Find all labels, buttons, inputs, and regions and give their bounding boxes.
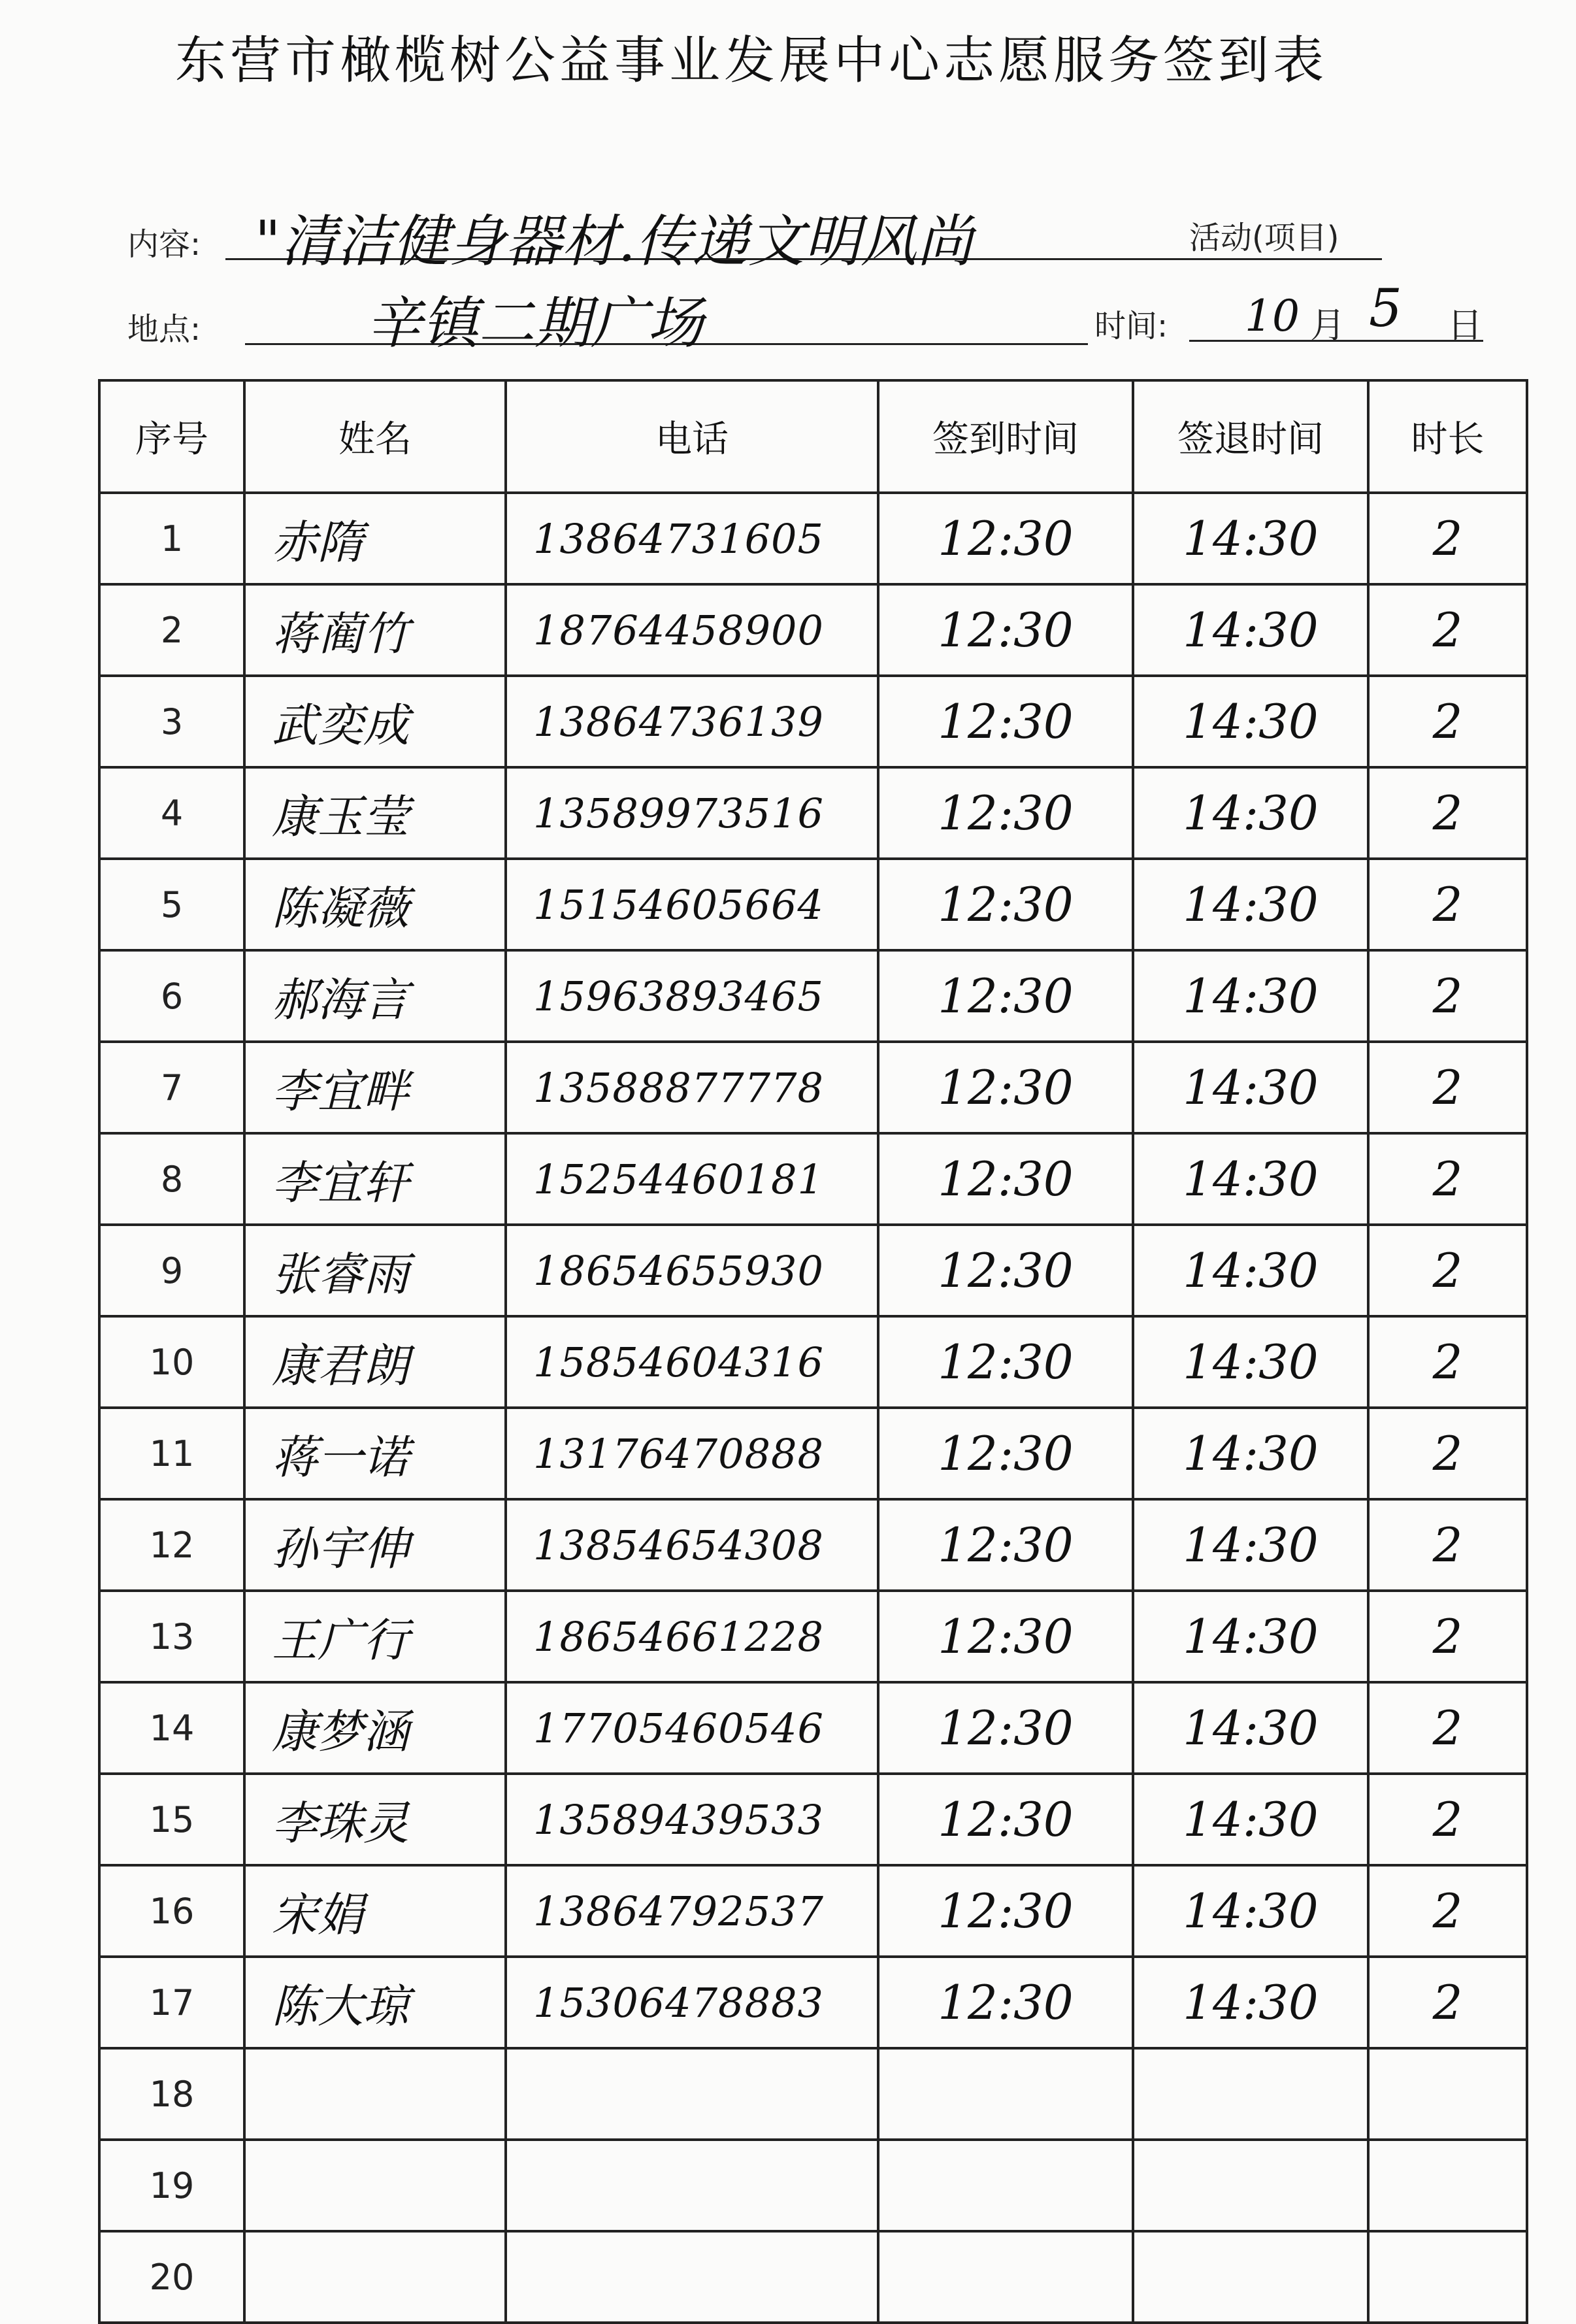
cell-signin-time: 12:30 — [878, 767, 1133, 859]
cell-signout-time: 14:30 — [1133, 1957, 1368, 2048]
cell-signin-time: 12:30 — [878, 1591, 1133, 1682]
cell-signin-time: 12:30 — [878, 676, 1133, 767]
cell-duration: 2 — [1368, 1499, 1527, 1591]
cell-phone — [506, 2048, 878, 2140]
time-day-unit: 日 — [1447, 305, 1483, 346]
cell-signin-time: 12:30 — [878, 1499, 1133, 1591]
cell-name: 蒋一诺 — [244, 1408, 506, 1499]
cell-phone: 15854604316 — [506, 1316, 878, 1408]
cell-name: 郝海言 — [244, 950, 506, 1042]
cell-signout-time: 14:30 — [1133, 859, 1368, 950]
cell-phone — [506, 2140, 878, 2231]
time-label: 时间: — [1094, 308, 1168, 344]
cell-no: 20 — [99, 2231, 244, 2323]
cell-name: 张睿雨 — [244, 1225, 506, 1316]
header-signin-time: 签到时间 — [878, 380, 1133, 493]
content-value: "清洁健身器材.传递文明风尚 — [255, 209, 973, 274]
cell-name — [244, 2140, 506, 2231]
cell-signout-time: 14:30 — [1133, 1774, 1368, 1865]
cell-no: 2 — [99, 584, 244, 676]
cell-signin-time: 12:30 — [878, 1774, 1133, 1865]
cell-name: 康梦涵 — [244, 1682, 506, 1774]
cell-duration: 2 — [1368, 1774, 1527, 1865]
table-row — [99, 1408, 1527, 1499]
table-row — [99, 1865, 1527, 1957]
cell-name: 宋娟 — [244, 1865, 506, 1957]
cell-signin-time: 12:30 — [878, 493, 1133, 584]
cell-duration: 2 — [1368, 1042, 1527, 1133]
cell-signout-time — [1133, 2231, 1368, 2323]
cell-phone: 13589973516 — [506, 767, 878, 859]
cell-phone: 13854654308 — [506, 1499, 878, 1591]
cell-phone: 13864736139 — [506, 676, 878, 767]
table-row — [99, 493, 1527, 584]
cell-duration: 2 — [1368, 1225, 1527, 1316]
cell-signout-time: 14:30 — [1133, 1316, 1368, 1408]
cell-signout-time: 14:30 — [1133, 1133, 1368, 1225]
table-row — [99, 1042, 1527, 1133]
cell-signout-time: 14:30 — [1133, 1225, 1368, 1316]
cell-signout-time: 14:30 — [1133, 584, 1368, 676]
cell-phone: 15254460181 — [506, 1133, 878, 1225]
cell-duration: 2 — [1368, 859, 1527, 950]
cell-signout-time: 14:30 — [1133, 767, 1368, 859]
cell-no: 8 — [99, 1133, 244, 1225]
cell-signout-time — [1133, 2140, 1368, 2231]
cell-duration: 2 — [1368, 1865, 1527, 1957]
cell-no: 6 — [99, 950, 244, 1042]
table-row — [99, 950, 1527, 1042]
cell-no: 9 — [99, 1225, 244, 1316]
table-header-row — [99, 380, 1527, 493]
cell-duration: 2 — [1368, 1408, 1527, 1499]
location-label: 地点: — [127, 311, 201, 348]
cell-phone: 18654661228 — [506, 1591, 878, 1682]
table-row — [99, 676, 1527, 767]
cell-phone: 18654655930 — [506, 1225, 878, 1316]
location-value: 辛镇二期广场 — [366, 291, 703, 356]
cell-signin-time — [878, 2231, 1133, 2323]
time-month-unit: 月 — [1310, 305, 1345, 346]
cell-duration — [1368, 2048, 1527, 2140]
table-row — [99, 1957, 1527, 2048]
cell-duration: 2 — [1368, 767, 1527, 859]
table-row — [99, 1225, 1527, 1316]
cell-signin-time: 12:30 — [878, 1957, 1133, 2048]
cell-signout-time: 14:30 — [1133, 676, 1368, 767]
cell-signout-time: 14:30 — [1133, 1865, 1368, 1957]
header-phone: 电话 — [506, 380, 878, 493]
cell-signin-time: 12:30 — [878, 950, 1133, 1042]
cell-no: 19 — [99, 2140, 244, 2231]
cell-name: 蒋蔺竹 — [244, 584, 506, 676]
table-row — [99, 2140, 1527, 2231]
cell-no: 5 — [99, 859, 244, 950]
cell-phone: 13589439533 — [506, 1774, 878, 1865]
table-row — [99, 1499, 1527, 1591]
cell-phone: 18764458900 — [506, 584, 878, 676]
cell-name: 康君朗 — [244, 1316, 506, 1408]
cell-signin-time: 12:30 — [878, 859, 1133, 950]
header-name: 姓名 — [244, 380, 506, 493]
cell-no: 15 — [99, 1774, 244, 1865]
cell-signout-time: 14:30 — [1133, 1591, 1368, 1682]
cell-signin-time — [878, 2140, 1133, 2231]
cell-no: 10 — [99, 1316, 244, 1408]
cell-no: 7 — [99, 1042, 244, 1133]
cell-name — [244, 2231, 506, 2323]
cell-signout-time: 14:30 — [1133, 1499, 1368, 1591]
cell-no: 16 — [99, 1865, 244, 1957]
cell-phone: 13864792537 — [506, 1865, 878, 1957]
cell-name: 赤隋 — [244, 493, 506, 584]
cell-no: 18 — [99, 2048, 244, 2140]
cell-no: 13 — [99, 1591, 244, 1682]
cell-signin-time: 12:30 — [878, 1865, 1133, 1957]
content-suffix: 活动(项目) — [1189, 220, 1339, 256]
cell-signout-time: 14:30 — [1133, 1408, 1368, 1499]
table-row — [99, 1316, 1527, 1408]
cell-signout-time: 14:30 — [1133, 1042, 1368, 1133]
form-title: 东营市橄榄树公益事业发展中心志愿服务签到表 — [174, 31, 1328, 90]
cell-duration: 2 — [1368, 1316, 1527, 1408]
cell-signin-time: 12:30 — [878, 1682, 1133, 1774]
cell-name: 李宜畔 — [244, 1042, 506, 1133]
cell-duration — [1368, 2231, 1527, 2323]
cell-duration: 2 — [1368, 1133, 1527, 1225]
content-label: 内容: — [127, 226, 201, 263]
signin-table-wrap — [98, 379, 1526, 2298]
cell-phone — [506, 2231, 878, 2323]
cell-signout-time: 14:30 — [1133, 1682, 1368, 1774]
table-row — [99, 1682, 1527, 1774]
table-row — [99, 1133, 1527, 1225]
cell-phone: 15963893465 — [506, 950, 878, 1042]
cell-duration — [1368, 2140, 1527, 2231]
cell-no: 12 — [99, 1499, 244, 1591]
table-row — [99, 1774, 1527, 1865]
cell-no: 4 — [99, 767, 244, 859]
cell-signout-time: 14:30 — [1133, 950, 1368, 1042]
cell-signin-time: 12:30 — [878, 1133, 1133, 1225]
table-row — [99, 2048, 1527, 2140]
cell-duration: 2 — [1368, 493, 1527, 584]
cell-signin-time: 12:30 — [878, 1225, 1133, 1316]
cell-signin-time: 12:30 — [878, 584, 1133, 676]
table-row — [99, 2231, 1527, 2323]
cell-phone: 17705460546 — [506, 1682, 878, 1774]
header-duration: 时长 — [1368, 380, 1527, 493]
cell-name: 李珠灵 — [244, 1774, 506, 1865]
cell-phone: 13176470888 — [506, 1408, 878, 1499]
cell-name: 李宜轩 — [244, 1133, 506, 1225]
header-signout-time: 签退时间 — [1133, 380, 1368, 493]
time-day-value: 5 — [1369, 278, 1402, 339]
cell-duration: 2 — [1368, 1591, 1527, 1682]
cell-no: 3 — [99, 676, 244, 767]
table-row — [99, 1591, 1527, 1682]
cell-phone: 13864731605 — [506, 493, 878, 584]
cell-name — [244, 2048, 506, 2140]
cell-duration: 2 — [1368, 950, 1527, 1042]
table-row — [99, 767, 1527, 859]
cell-duration: 2 — [1368, 676, 1527, 767]
signin-table — [98, 379, 1528, 2324]
cell-duration: 2 — [1368, 1957, 1527, 2048]
cell-signin-time — [878, 2048, 1133, 2140]
cell-signin-time: 12:30 — [878, 1042, 1133, 1133]
cell-phone: 15154605664 — [506, 859, 878, 950]
cell-phone: 15306478883 — [506, 1957, 878, 2048]
cell-name: 康玉莹 — [244, 767, 506, 859]
cell-signout-time: 14:30 — [1133, 493, 1368, 584]
cell-duration: 2 — [1368, 584, 1527, 676]
cell-signout-time — [1133, 2048, 1368, 2140]
table-row — [99, 584, 1527, 676]
cell-phone: 13588877778 — [506, 1042, 878, 1133]
cell-signin-time: 12:30 — [878, 1408, 1133, 1499]
cell-no: 1 — [99, 493, 244, 584]
cell-name: 陈凝薇 — [244, 859, 506, 950]
cell-no: 17 — [99, 1957, 244, 2048]
cell-name: 王广行 — [244, 1591, 506, 1682]
cell-no: 11 — [99, 1408, 244, 1499]
cell-name: 孙宇伸 — [244, 1499, 506, 1591]
cell-signin-time: 12:30 — [878, 1316, 1133, 1408]
cell-name: 陈大琼 — [244, 1957, 506, 2048]
time-month-value: 10 — [1245, 291, 1300, 341]
cell-duration: 2 — [1368, 1682, 1527, 1774]
table-row — [99, 859, 1527, 950]
cell-name: 武奕成 — [244, 676, 506, 767]
cell-no: 14 — [99, 1682, 244, 1774]
header-no: 序号 — [99, 380, 244, 493]
